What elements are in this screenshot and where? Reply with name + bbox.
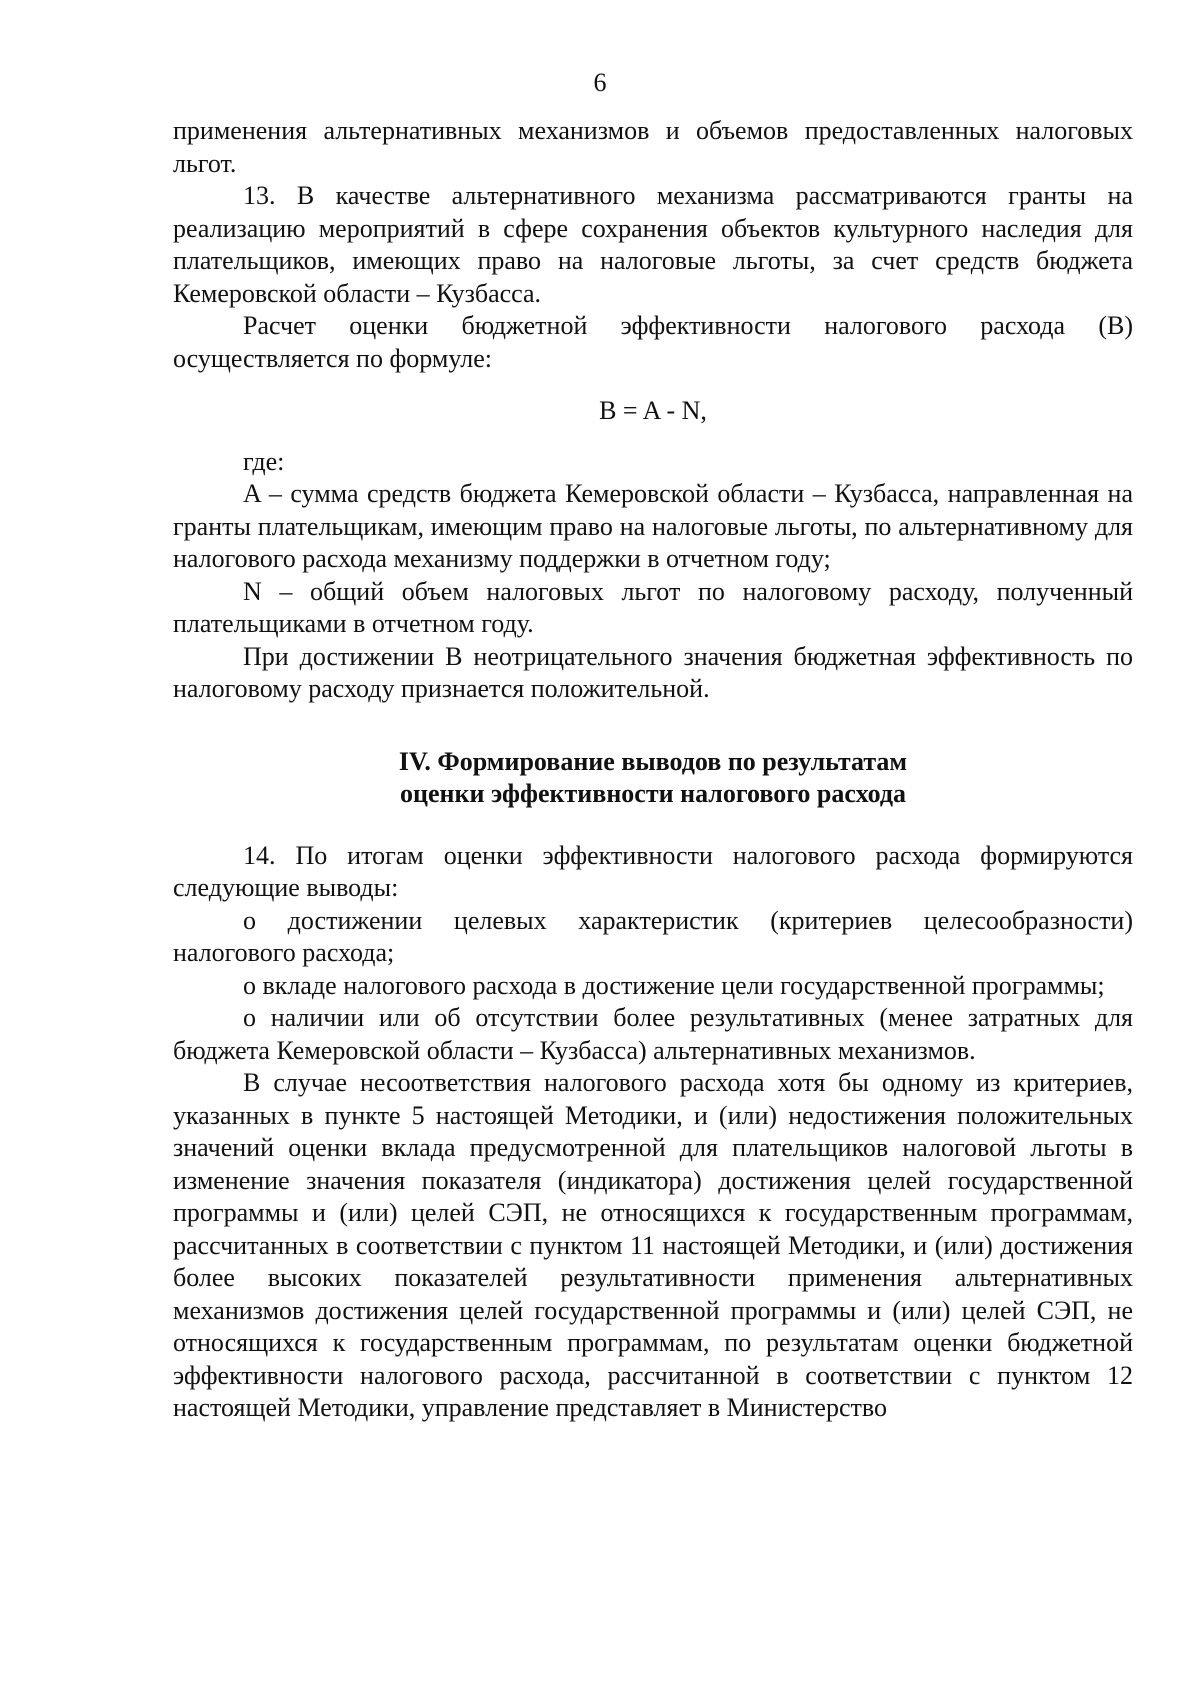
- section-heading-line1: IV. Формирование выводов по результатам: [398, 746, 908, 776]
- paragraph-item-14: 14. По итогам оценки эффективности налогового расхода формируются следующие выводы:: [173, 840, 1133, 902]
- document-body: [173, 115, 1133, 1425]
- paragraph-conclusion-1: о достижении целевых характеристик (критериев целесообразности) налогового расхода;: [173, 905, 1133, 967]
- section-heading-line2: оценки эффективности налогового расхода: [399, 778, 906, 808]
- paragraph-conclusion-2: о вкладе налогового расхода в достижение цели государственной программы;: [243, 970, 1105, 1000]
- paragraph-definition-a: A – сумма средств бюджета Кемеровской области – Кузбасса, направленная на гранты плательщикам, имеющим право на налоговые льготы, по альтернативному для налогового расхода механизму поддержки в отчетном году;: [173, 479, 1133, 573]
- paragraph-formula-intro: Расчет оценки бюджетной эффективности налогового расхода (B) осуществляется по формуле:: [173, 311, 1133, 373]
- section-heading: [173, 746, 1133, 810]
- paragraph-continuation: применения альтернативных механизмов и объемов предоставленных налоговых льгот.: [173, 116, 1133, 178]
- paragraph-conclusion-3: о наличии или об отсутствии более результативных (менее затратных для бюджета Кемеровской области – Кузбасса) альтернативных механизмов.: [173, 1003, 1133, 1065]
- paragraph-item-13: 13. В качестве альтернативного механизма рассматриваются гранты на реализацию мероприятий в сфере сохранения объектов культурного наследия для плательщиков, имеющих право на налоговые льготы, за счет средств бюджета Кемеровской области – Кузбасса.: [173, 181, 1133, 308]
- formula: B = A - N,: [599, 396, 707, 425]
- paragraph-noncompliance: В случае несоответствия налогового расхода хотя бы одному из критериев, указанных в пункте 5 настоящей Методики, и (или) недостижения положительных значений оценки вклада предусмотренной для плательщиков налоговой льготы в изменение значения показателя (индикатора) достижения целей государственной программы и (или) целей СЭП, не относящихся к государственным программам, рассчитанных в соответствии с пунктом 11 настоящей Методики, и (или) достижения более высоких показателей результативности применения альтернативных механизмов достижения целей государственной программы и (или) целей СЭП, не относящихся к государственным программам, по результатам оценки бюджетной эффективности налогового расхода, рассчитанной в соответствии с пунктом 12 настоящей Методики, управление представляет в Министерство: [173, 1068, 1133, 1422]
- paragraph-where: где:: [243, 446, 285, 476]
- paragraph-conclusion: При достижении B неотрицательного значения бюджетная эффективность по налоговому расходу признается положительной.: [173, 641, 1133, 703]
- paragraph-definition-n: N – общий объем налоговых льгот по налоговому расходу, полученный плательщиками в отчетном году.: [173, 576, 1133, 638]
- page-number: 6: [593, 68, 607, 97]
